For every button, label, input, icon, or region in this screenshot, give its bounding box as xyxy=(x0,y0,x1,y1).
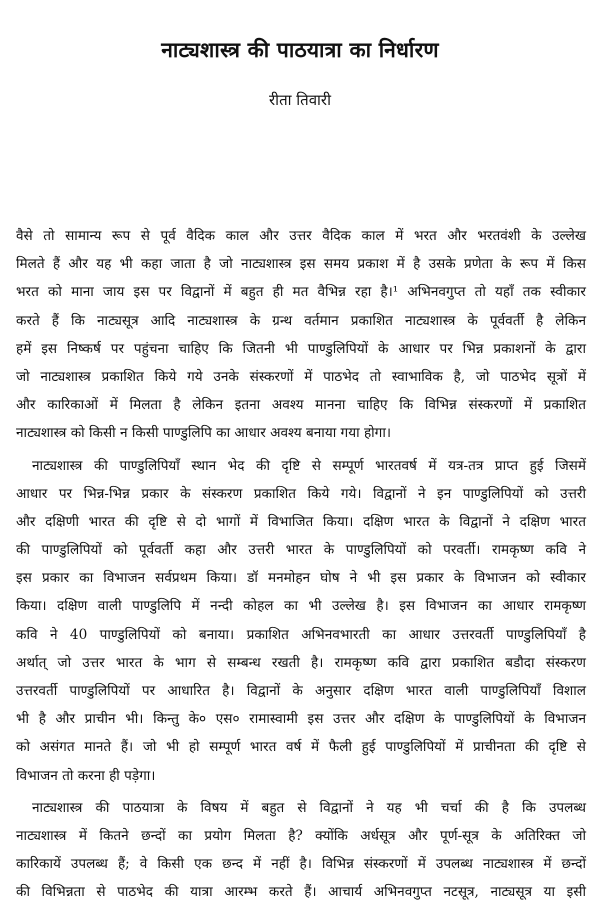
body-text xyxy=(16,222,586,907)
text-line: नाट्यशास्त्र में कितने छन्दों का प्रयोग मिलता है? क्योंकि अर्धसूत्र और पूर्ण-सूत्र के अतिरिक्त जो xyxy=(16,827,586,844)
page-title: नाट्यशास्त्र की पाठयात्रा का निर्धारण xyxy=(161,37,439,62)
text-line: इस प्रकार का विभाजन सर्वप्रथम किया। डॉ मनमोहन घोष ने भी इस प्रकार के विभाजन को स्वीकार xyxy=(16,570,586,587)
text-line: नाट्यशास्त्र को किसी न किसी पाण्डुलिपि का आधार अवश्य बनाया गया होगा। xyxy=(16,425,392,442)
text-line: उत्तरवर्ती पाण्डुलिपियों पर आधारित है। विद्वानों के अनुसार दक्षिण भारत वाली पाण्डुलिपियाँ विशाल xyxy=(16,683,586,699)
paragraph-1 xyxy=(16,222,586,448)
text-line: नाट्यशास्त्र की पाण्डुलिपियाँ स्थान भेद की दृष्टि से सम्पूर्ण भारतवर्ष में यत्र-तत्र प्राप्त हुई जिसमें xyxy=(32,457,586,474)
text-line: की विभिन्नता से पाठभेद की यात्रा आरम्भ करते हैं। आचार्य अभिनवगुप्त नटसूत्र, नाट्यसूत्र या इसी xyxy=(16,884,586,901)
text-line: किया। दक्षिण वाली पाण्डुलिपि में नन्दी कोहल का भी उल्लेख है। इस विभाजन का आधार रामकृष्ण xyxy=(16,598,586,615)
text-line: करते हैं कि नाट्यसूत्र आदि नाट्यशास्त्र के ग्रन्थ वर्तमान प्रकाशित नाट्यशास्त्र के पूर्ववर्ती है लेकिन xyxy=(16,312,586,329)
author-name: रीता तिवारी xyxy=(269,91,331,109)
text-line: वैसे तो सामान्य रूप से पूर्व वैदिक काल और उत्तर वैदिक काल में भरत और भरतवंशी के उल्लेख xyxy=(16,228,586,244)
text-line: और कारिकाओं में मिलता है लेकिन इतना अवश्य मानना चाहिए कि विभिन्न संस्करणों में प्रकाशित xyxy=(16,397,586,414)
paragraph-2 xyxy=(16,452,586,790)
text-line: कवि ने 40 पाण्डुलिपियों को बनाया। प्रकाशित अभिनवभारती का आधार उत्तरवर्ती पाण्डुलिपियाँ है xyxy=(16,626,586,643)
text-line: विभाजन तो करना ही पड़ेगा। xyxy=(16,767,156,784)
text-line: भरत को माना जाय इस पर विद्वानों में बहुत ही मत वैभिन्न रहा है।¹ अभिनवगुप्त तो यहाँ तक स्वीकार xyxy=(16,284,586,301)
text-line: को असंगत मानते हैं। जो भी हो सम्पूर्ण भारत वर्ष में फैली हुई पाण्डुलिपियों में प्राचीनता की दृष्टि से xyxy=(16,739,586,756)
text-line: की पाण्डुलिपियों को पूर्ववर्ती कहा और उत्तरी भारत के पाण्डुलिपियों को परवर्ती। रामकृष्ण कवि ने xyxy=(16,542,586,559)
text-line: जो नाट्यशास्त्र प्रकाशित किये गये उनके संस्करणों में पाठभेद तो स्वाभाविक है, जो पाठभेद सूत्रों में xyxy=(16,368,586,385)
paragraph-3 xyxy=(16,794,586,907)
text-line: मिलते हैं और यह भी कहा जाता है जो नाट्यशास्त्र इस समय प्रकाश में है उसके प्रणेता के रूप में किस xyxy=(16,256,586,273)
text-line: कारिकायें उपलब्ध हैं; वे किसी एक छन्द में नहीं है। विभिन्न संस्करणों में उपलब्ध नाट्यशास्त्र में छन्दों xyxy=(16,856,586,873)
text-line: और दक्षिणी भारत की दृष्टि से दो भागों में विभाजित किया। दक्षिण भारत के विद्वानों ने दक्षिण भारत xyxy=(16,513,586,530)
text-line: नाट्यशास्त्र की पाठयात्रा के विषय में बहुत से विद्वानों ने यह भी चर्चा की है कि उपलब्ध xyxy=(32,799,586,816)
text-line: हमें इस निष्कर्ष पर पहुंचना चाहिए कि जितनी भी पाण्डुलिपियों के आधार पर भिन्न प्रकाशनों के द्वारा xyxy=(16,340,586,357)
text-line: अर्थात् जो उत्तर भारत के भाग से सम्बन्ध रखती है। रामकृष्ण कवि द्वारा प्रकाशित बडौदा संस्करण xyxy=(16,654,586,671)
text-line: भी है और प्राचीन भी। किन्तु के० एस० रामास्वामी इस उत्तर और दक्षिण के पाण्डुलिपियों के विभाजन xyxy=(16,711,586,728)
text-line: आधार पर भिन्न-भिन्न प्रकार के संस्करण प्रकाशित किये गये। विद्वानों ने इन पाण्डुलिपियों को उत्तरी xyxy=(16,485,586,502)
